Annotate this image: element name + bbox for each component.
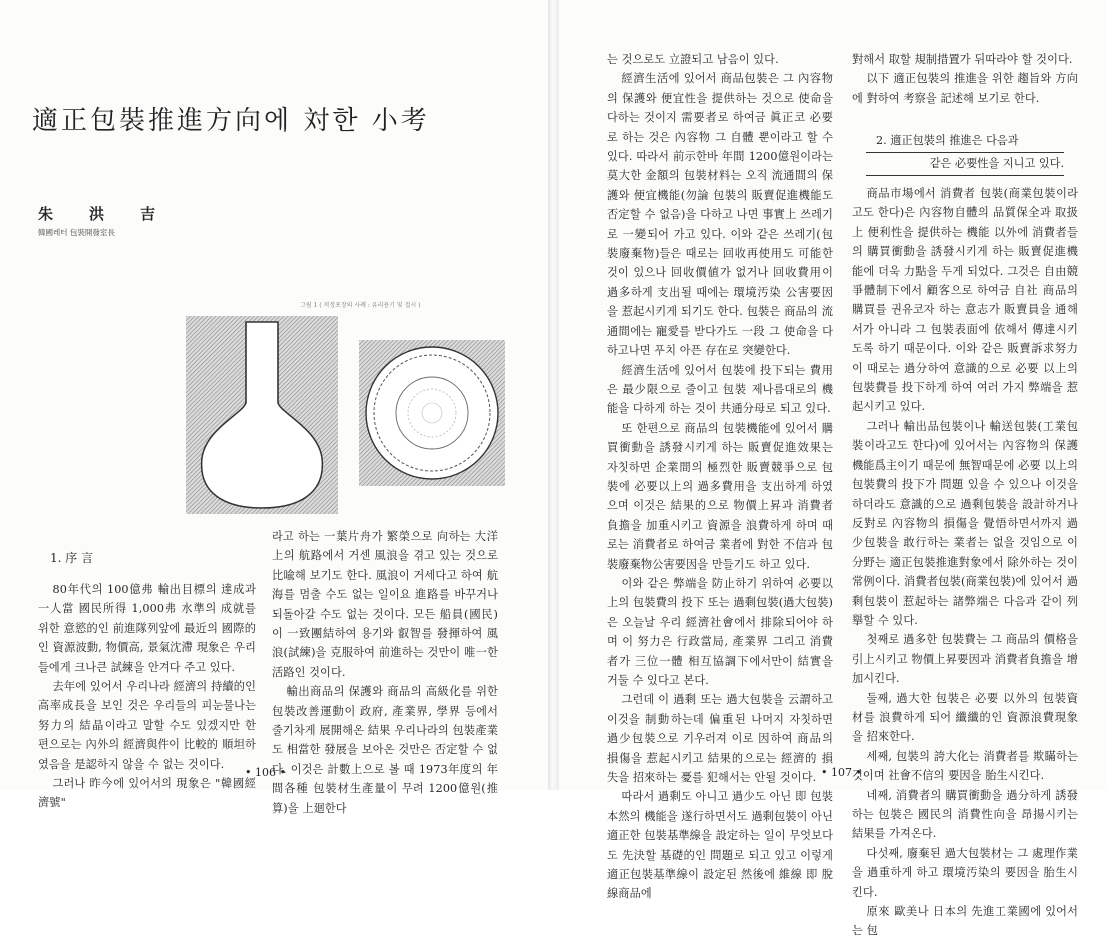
- intro-paragraph: 80年代의 100億弗 輸出目標의 達成과 一人當 國民所得 1,000弗 水準의 成就를 위한 意慾的인 前進隊列앞에 最近의 國際的인 資源波動, 物價高, 景氣沈滯 現象은 우리들에게 크나큰 試練을 안겨다 주고 있다.: [38, 583, 256, 674]
- page-number-left: • 106 •: [245, 766, 286, 779]
- section-2-heading-line1: 2. 適正包裝의 推進은 다음과: [876, 134, 1019, 147]
- body-paragraph: 네째, 消費者의 購買衝動을 過分하게 誘發하는 包裝은 國民의 消費性向을 昂揚시키는 結果를 가져온다.: [852, 788, 1078, 841]
- body-paragraph: 原來 歐美나 日本의 先進工業國에 있어서는 包: [852, 905, 1078, 938]
- round-plate-icon: [359, 340, 505, 486]
- body-paragraph: 는 것으로도 立證되고 남음이 있다.: [607, 53, 779, 66]
- body-paragraph: 以下 適正包裝의 推進을 위한 趨旨와 方向에 對하여 考察을 記述해 보기로 한다.: [852, 72, 1078, 105]
- section-2-heading-line2: 같은 必要性을 지니고 있다.: [866, 152, 1064, 176]
- right-second-column: [852, 184, 1078, 941]
- author-name: 朱洪吉: [38, 205, 192, 223]
- left-second-column: [272, 527, 498, 818]
- body-paragraph: 세째, 包裝의 誇大化는 消費者를 欺瞞하는 것이며 社會不信의 要因을 胎生시킨다.: [852, 749, 1078, 783]
- body-paragraph: 對해서 取할 規制措置가 뒤따라야 할 것이다.: [852, 53, 1073, 66]
- bulb-vessel-icon: [186, 316, 338, 514]
- body-paragraph: 다섯째, 廢棄된 過大包裝材는 그 處理作業을 過重하게 하고 環境汚染의 要因을 胎生시킨다.: [852, 846, 1078, 899]
- section-2-heading: [866, 130, 1064, 176]
- page-number-right: • 107 •: [821, 766, 862, 779]
- body-paragraph: 또 한편으로 商品의 包裝機能에 있어서 購買衝動을 誘發시키게 하는 販賣促進效果는 자칫하면 企業間의 極烈한 販賣競爭으로 包裝에 必要以上의 過多費用을 支出하게 하였으며 이것은 結果的으로 物價上昇과 消費者負擔을 加重시키고 資源을 浪費하게 하며 때로는 消費者로 하여금 業者에 對한 不信과 包裝廢棄物公害要因을 만들기도 하고 있다.: [607, 421, 833, 571]
- intro-paragraph: 그러나 昨今에 있어서의 現象은 "韓國經濟號": [38, 777, 256, 810]
- left-page: [0, 0, 548, 815]
- body-paragraph: 輸出商品의 保護와 商品의 高級化를 위한 包裝改善運動이 政府, 產業界, 學界 등에서 줄기차게 展開해온 結果 우리나라의 包裝產業도 相當한 發展을 보아온 것만은 否定할 수 없다. 이것은 計數上으로 볼 때 1973年度의 年間各種 包裝材生產量이 무려 1200億원(推算)을 上廻한다: [272, 685, 498, 815]
- body-paragraph: 이와 같은 弊端을 防止하기 위하여 必要以上의 包裝費의 投下 또는 過剩包裝(過大包裝)은 오늘날 우리 經濟社會에서 排除되어야 하며 이 努力은 行政當局, 產業界 그리고 消費者가 三位一體 相互協調下에서만이 結實을 거둘 수 있다고 본다.: [607, 576, 833, 687]
- body-paragraph: 經濟生活에 있어서 商品包裝은 그 內容物의 保護와 便宜性을 提供하는 것으로 使命을 다하는 것이지 需要者로 하여금 眞正코 必要로 하는 것은 內容物 그 自體 뿐이라고 할 수 있다. 따라서 前示한바 年間 1200億원이라는 莫大한 金額의 包裝材料는 오직 流通間의 保護와 便宜機能(勿論 包裝의 販賣促進機能도 否定할 수 없음)을 다하고 나면 事實上 쓰레기로 一變되어 가고 있다. 이와 같은 쓰레기(包裝廢棄物)들은 때로는 回收再使用도 可能한 것이 있으나 回收價値가 없거나 回收費用이 過多하게 支出될 때에는 環境汚染 公害要因을 惹起시키게 되기도 한다. 包裝은 商品의 流通間에는 寵愛를 받다가도 一段 그 使命을 다하고나면 푸치 아픈 存在로 突變한다.: [607, 72, 833, 358]
- body-paragraph: 商品市場에서 消費者 包裝(商業包裝이라고도 한다)은 內容物自體의 品質保全과 取扱上 便利性을 提供하는 機能 以外에 消費者들의 購買衝動을 誘發시키게 하는 販賣促進機能에 더욱 力點을 두게 되었다. 그것은 自由競爭體制下에서 顧客으로 하여금 自社 商品의 購買를 권유코자 하는 意志가 販賣員을 通해서가 아니라 그 包裝表面에 依해서 傳達시키도록 하기 때문이다. 이와 같은 販賣訴求努力이 때로는 過分하여 意識的으로 必要 以上의 包裝費를 投下하게 하여 여러 가지 弊端을 惹起시키고 있다.: [852, 187, 1078, 414]
- body-paragraph: 첫째로 過多한 包裝費는 그 商品의 價格을 引上시키고 物價上昇要因과 消費者負擔을 增加시킨다.: [852, 633, 1078, 686]
- section-1-heading: 1. 序 言: [50, 551, 94, 565]
- article-title: 適正包裝推進方向에 対한 小考: [32, 106, 430, 136]
- figure-caption: 그림 1 ( 적정포장의 사례 : 유리용기 및 접시 ): [300, 302, 421, 309]
- body-paragraph: 그런데 이 過剩 또는 過大包裝을 云謂하고 이것을 制動하는데 偏重된 나머지 자칫하면 過少包裝으로 기우러져 이로 因하여 商品의 損傷을 惹起시키고 結果的으로는 經濟的 損失을 招來하는 憂를 犯해서는 안될 것이다.: [607, 693, 833, 785]
- intro-column: [38, 580, 256, 813]
- body-paragraph: 둘째, 過大한 包裝은 必要 以外의 包裝資材를 浪費하게 되어 纖纖的인 資源浪費現象을 招來한다.: [852, 691, 1078, 744]
- right-first-column: [607, 50, 833, 904]
- body-paragraph: 그러나 輸出品包裝이나 輸送包裝(工業包裝이라고도 한다)에 있어서는 內容物의 保護機能爲主이기 때문에 無智때문에 必要 以上의 包裝費의 投下가 問題 있을 수 있으나 이것을 하더라도 意識的으로 過剩包裝을 設計하거나 反對로 內容物의 損傷을 覺悟하면서까지 過少包裝을 敢行하는 業者는 없을 것임으로 이 分野는 適正包裝推進對象에서 除外하는 것이 常例이다. 消費者包裝(商業包裝)에 있어서 過剩包裝이 惹起하는 諸弊端은 다음과 같이 列擧할 수 있다.: [852, 419, 1078, 627]
- author-affiliation: 韓國레터 包裝開發室長: [38, 228, 115, 237]
- body-paragraph: 經濟生活에 있어서 包裝에 投下되는 費用은 最少限으로 줄이고 包裝 제나름대로의 機能을 다하게 하는 것이 共通分母로 되고 있다.: [607, 363, 833, 416]
- right-second-column-top: [852, 50, 1078, 108]
- intro-paragraph: 去年에 있어서 우리나라 經濟의 持續的인 高率成長을 보인 것은 우리들의 피눈물나는 努力의 結晶이라고 말할 수도 있겠지만 한 편으로는 內外의 經濟與件이 比較的 順坦하였음을 是認하지 않을 수 없는 것이다.: [38, 680, 256, 771]
- body-paragraph: 라고 하는 一葉片舟가 繁榮으로 向하는 大洋上의 航路에서 거센 風浪을 겪고 있는 것으로 比喩해 보기도 한다. 風浪이 거세다고 하여 航海를 멈출 수도 없는 일이요 進路를 바꾸거나 되돌아갈 수도 없는 것이다. 모든 船員(國民)이 一致團結하여 용기와 叡智를 發揮하여 風浪(試練)을 克服하여 前進하는 것만이 唯一한 活路인 것이다.: [272, 530, 498, 679]
- body-paragraph: 따라서 過剩도 아니고 過少도 아닌 即 包裝本然의 機能을 遂行하면서도 過剩包裝이 아닌 適正한 包裝基準線을 設定하는 일이 무엇보다도 先決할 基礎的인 問題로 되고 있고 이렇게 適正包裝基準線이 設定된 然後에 維線 即 脫線商品에: [607, 790, 833, 901]
- book-gutter: [548, 0, 559, 790]
